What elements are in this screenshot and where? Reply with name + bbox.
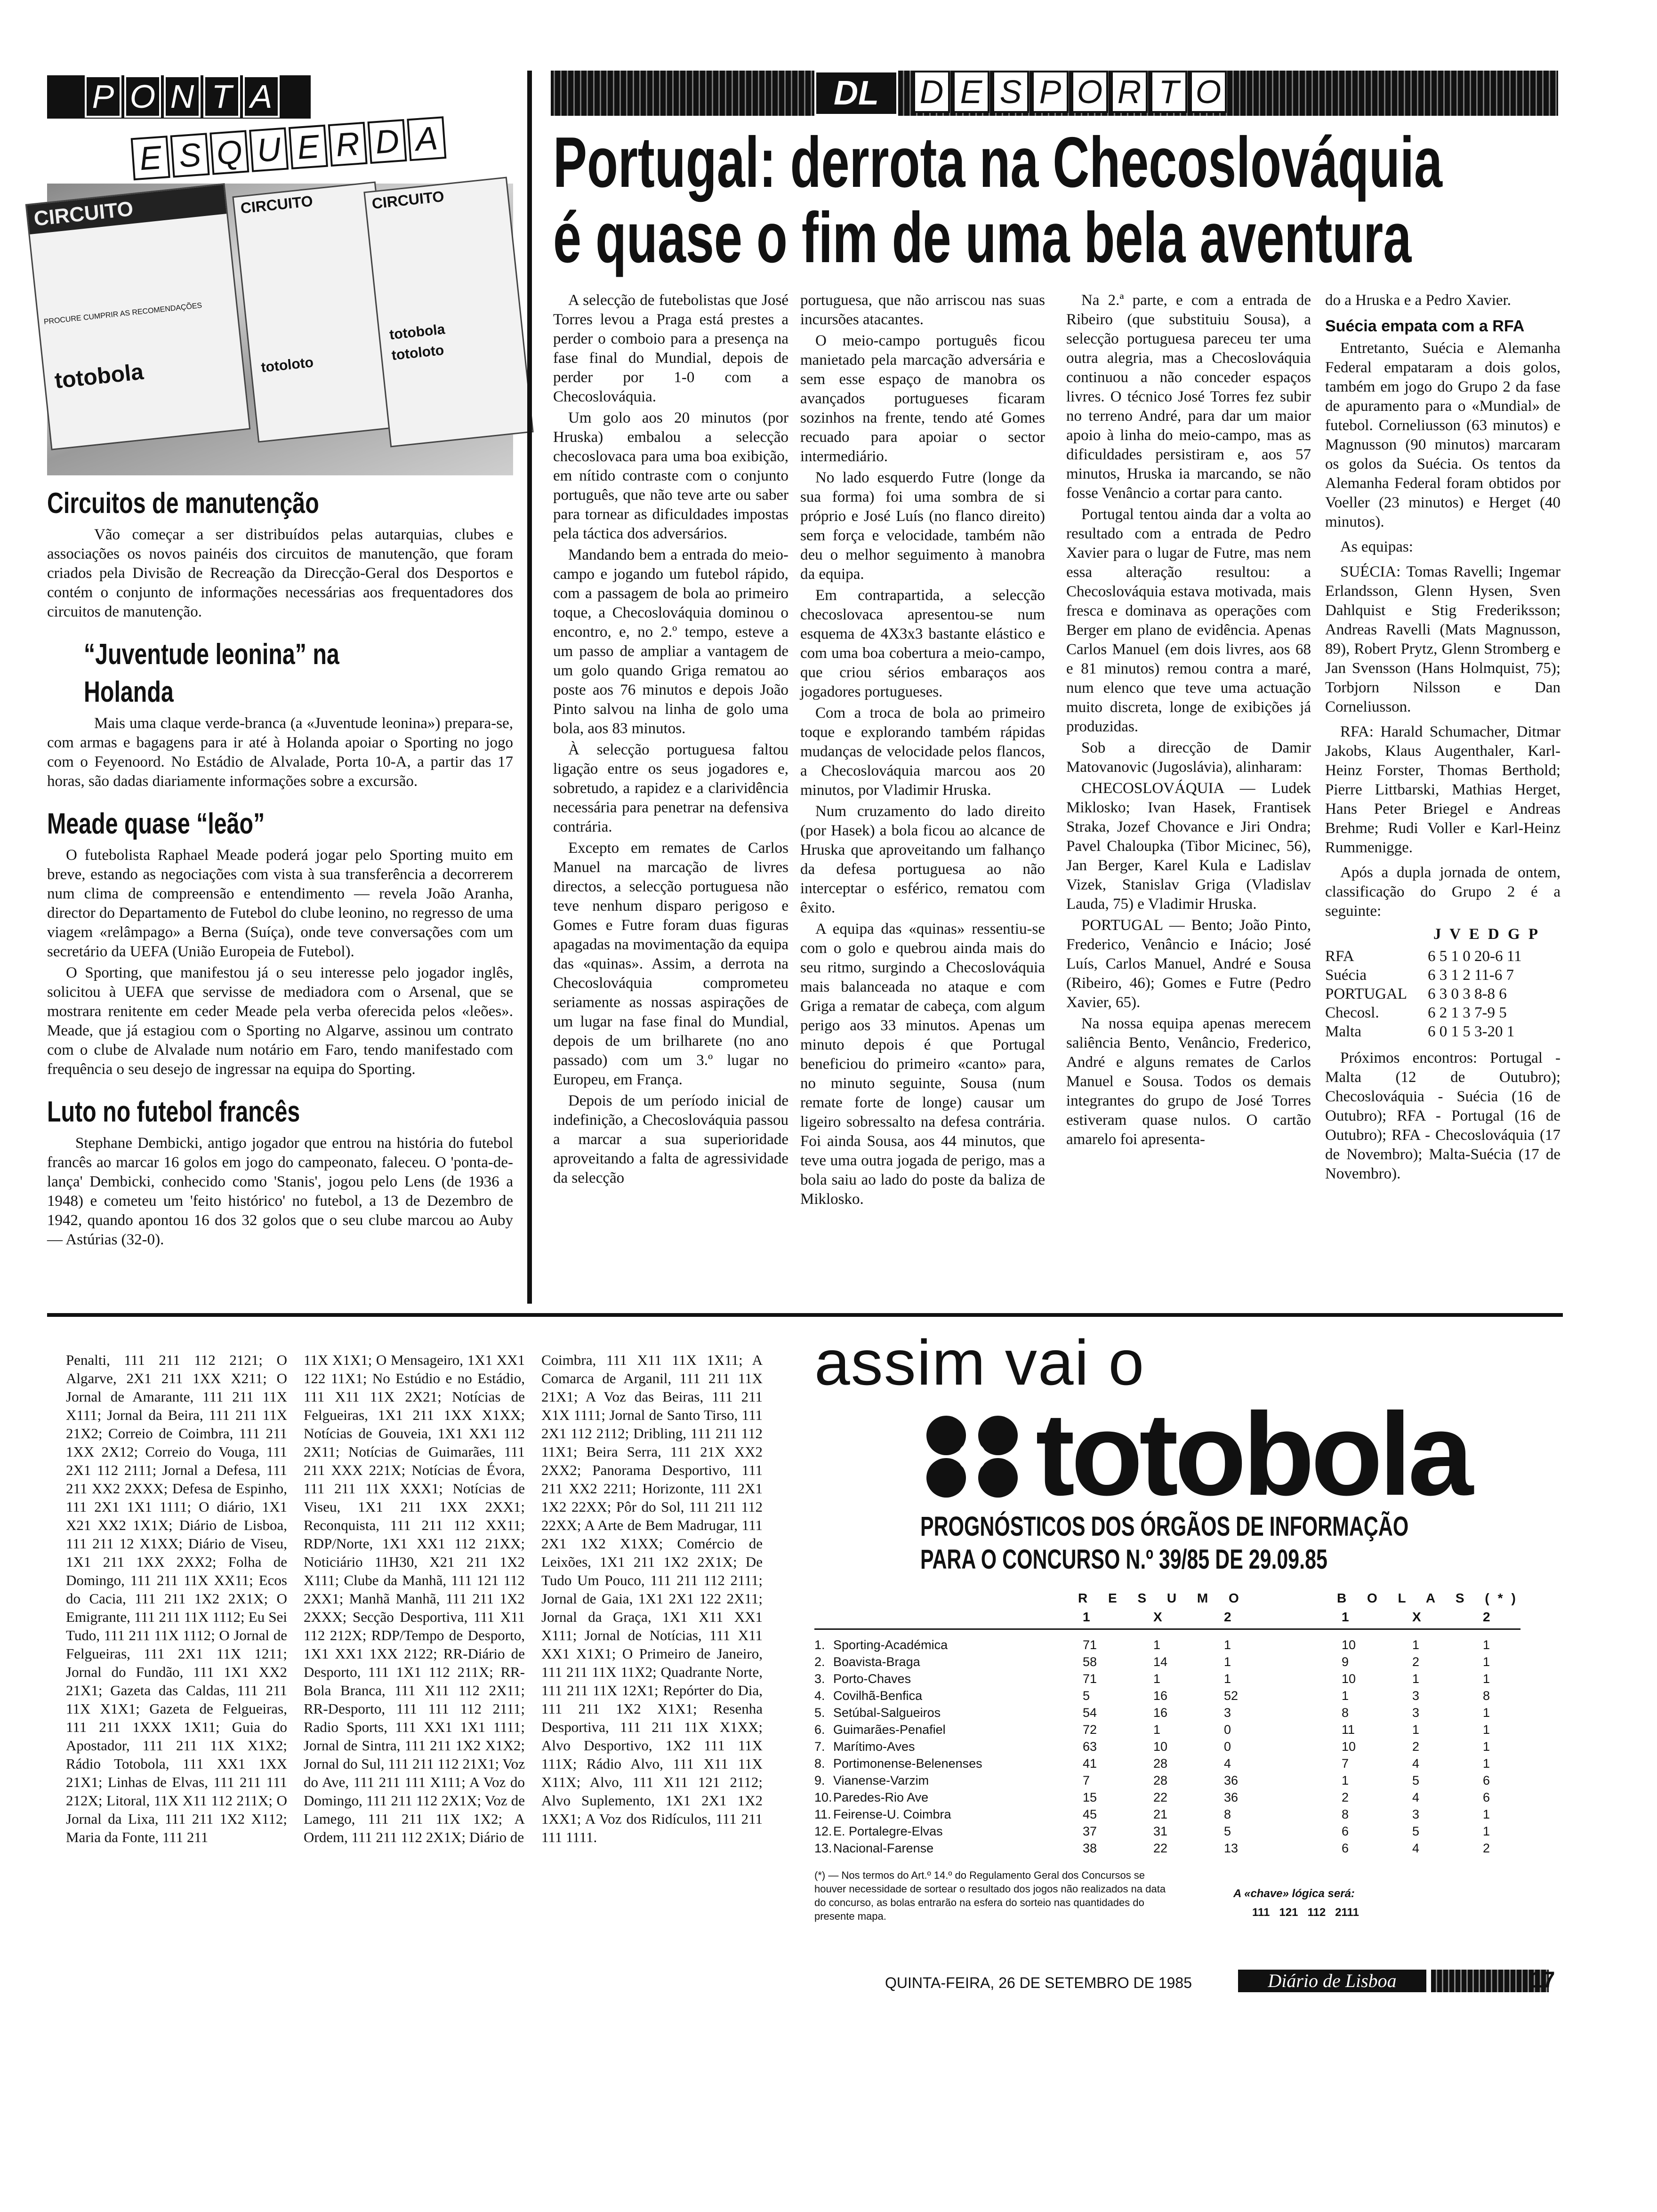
- totobola-logo-icon: [918, 1412, 1026, 1501]
- totobola-wordmark: totobola: [1036, 1388, 1470, 1520]
- value-cell: 6: [1483, 1790, 1490, 1804]
- table-row: [814, 1756, 1520, 1773]
- column-labels: [814, 1610, 1520, 1627]
- col-label: 2: [1224, 1610, 1231, 1624]
- photo-card-brand: totobola: [388, 321, 446, 343]
- value-cell: 8: [1342, 1807, 1349, 1821]
- row-number: 4.: [814, 1689, 825, 1703]
- team-name: PORTUGAL: [1325, 986, 1408, 1002]
- value-cell: 15: [1083, 1790, 1097, 1804]
- team-stats: 6 5 1 0 20-6 11: [1428, 948, 1522, 965]
- value-cell: 41: [1083, 1756, 1097, 1771]
- value-cell: 1: [1483, 1638, 1490, 1652]
- value-cell: 1: [1153, 1723, 1161, 1737]
- table-row: [814, 1790, 1520, 1807]
- desporto-letter: E: [953, 71, 989, 113]
- value-cell: 13: [1224, 1841, 1239, 1855]
- value-cell: 8: [1483, 1689, 1490, 1703]
- headline: é quase o fim de uma bela aventura: [553, 198, 1412, 278]
- standings-header: J V E D G P: [1433, 926, 1538, 943]
- row-number: 5.: [814, 1706, 825, 1720]
- value-cell: 1: [1153, 1638, 1161, 1652]
- article-column-4: [1325, 291, 1560, 1186]
- team-name: Checosl.: [1325, 1004, 1379, 1021]
- ponta-letter: O: [124, 75, 161, 118]
- row-number: 2.: [814, 1655, 825, 1669]
- prognosticos-column-3: [541, 1351, 763, 1848]
- article-title: Circuitos de manutenção: [47, 487, 319, 520]
- article-title: Luto no futebol francês: [47, 1096, 300, 1128]
- value-cell: 1: [1483, 1706, 1490, 1720]
- paragraph: No lado esquerdo Futre (longe da sua forma) foi uma sombra de si próprio e José Luís (no flanco direito) sem força e velocidade, também não deu o melhor seguimento à manobra da equipa.: [800, 469, 1045, 583]
- chave-values: 111 121 112 2111: [1252, 1906, 1359, 1919]
- article-title: “Juventude leonina” na Holanda: [84, 638, 339, 708]
- value-cell: 2: [1412, 1739, 1420, 1754]
- esquerda-letter: D: [367, 119, 407, 164]
- value-cell: 1: [1342, 1689, 1349, 1703]
- value-cell: 6: [1342, 1824, 1349, 1838]
- value-cell: 72: [1083, 1723, 1097, 1737]
- value-cell: 1: [1483, 1672, 1490, 1686]
- paragraph: Após a dupla jornada de ontem, classificação do Grupo 2 é a seguinte:: [1325, 864, 1560, 920]
- paragraph: A selecção de futebolistas que José Torres levou a Praga está prestes a perder o comboio para a presença na fase final do Mundial, depois de perder por 1-0 com a Checoslováquia.: [553, 292, 788, 405]
- value-cell: 2: [1412, 1655, 1420, 1669]
- value-cell: 5: [1412, 1824, 1420, 1838]
- table-row: [814, 1655, 1520, 1672]
- match-name: Paredes-Rio Ave: [833, 1790, 929, 1804]
- row-number: 8.: [814, 1756, 825, 1771]
- prognosticos-text: Penalti, 111 211 112 2121; O Algarve, 2X1 211 1XX X211; O Jornal de Amarante, 111 211 11X X111; Jornal da Beira, 111 211 11X 21X2; Correio de Coimbra, 111 211 1XX 2X12; Correio do Vouga, 111 2X1 112 2111; Jornal a Defesa, 111 211 XX2 2XXX; Defesa de Espinho, 111 2X1 1X1 1111; O diário, 1X1 X21 XX2 1X1X; Diário de Lisboa, 111 211 12 X1XX; Diário de Viseu, 1X1 211 1XX 2XX2; Folha de Domingo, 111 211 11X XX11; Ecos do Cacia, 111 211 1X2 2X1X; O Emigrante, 111 211 11X 1112; Eu Sei Tudo, 111 211 11X 1112; O Jornal de Felgueiras, 111 2X1 11X 1211; Jornal do Fundão, 111 1X1 XX2 21X1; Gazeta das Caldas, 111 211 11X X1X1; Gazeta de Felgueiras, 111 211 1XXX 1X11; Guia do Apostador, 111 211 11X X1X2; Rádio Totobola, 111 XX1 1XX 21X1; Linhas de Elvas, 111 211 111 212X; Litoral, 11X X11 112 211X; O Jornal da Lixa, 111 211 1X2 X112; Maria da Fonte, 111 211: [66, 1352, 287, 1845]
- desporto-letter: D: [913, 71, 950, 113]
- desporto-letter: S: [992, 71, 1029, 113]
- photo-card-brand: totobola: [53, 359, 145, 394]
- photo-card: [25, 183, 251, 450]
- table-rule: [814, 1628, 1520, 1630]
- match-name: Boavista-Braga: [833, 1655, 920, 1669]
- value-cell: 1: [1153, 1672, 1161, 1686]
- paragraph: PORTUGAL — Bento; João Pinto, Frederico, Venâncio e Inácio; José Luís, Carlos Manuel, André e Sousa (Ribeiro, 46); Gomes e Futre (Pedro Xavier, 65).: [1066, 917, 1311, 1011]
- bolas-header: B O L A S (*): [1337, 1591, 1524, 1605]
- table-row: [814, 1706, 1520, 1723]
- value-cell: 4: [1224, 1756, 1231, 1771]
- col-label: 1: [1342, 1610, 1349, 1624]
- row-number: 1.: [814, 1638, 825, 1652]
- value-cell: 1: [1224, 1672, 1231, 1686]
- value-cell: 2: [1342, 1790, 1349, 1804]
- photo-card-title: CIRCUITO: [240, 192, 314, 217]
- col-label: 1: [1083, 1610, 1090, 1624]
- row-number: 12.: [814, 1824, 832, 1838]
- value-cell: 3: [1412, 1706, 1420, 1720]
- photo-card: [363, 177, 533, 448]
- paragraph: Entretanto, Suécia e Alemanha Federal empataram a dois golos, também em jogo do Grupo 2 da fase de apuramento para o «Mundial» de futebol. Corneliusson (63 minutos) e Magnusson (90 minutos) marcaram os golos da Suécia. Os tentos da Alemanha Federal foram obtidos por Voeller (23 minutos) e Herget (40 minutos).: [1325, 340, 1560, 530]
- value-cell: 11: [1342, 1723, 1355, 1737]
- match-name: Marítimo-Aves: [833, 1739, 915, 1754]
- match-name: E. Portalegre-Elvas: [833, 1824, 943, 1838]
- standings-table: [1325, 947, 1526, 1041]
- paragraph: Mandando bem a entrada do meio-campo e jogando um futebol rápido, com a passagem de bola ao primeiro toque, a Checoslováquia dominou o encontro, e, no 2.º tempo, esteve a um passo de ampliar a vantagem de um golo quando Griga rematou ao poste aos 76 minutos e depois João Pinto salvou na linha de golo uma bola, aos 83 minutos.: [553, 546, 788, 737]
- paragraph: CHECOSLOVÁQUIA — Ludek Miklosko; Ivan Hasek, Frantisek Straka, Jozef Chovance e Jiri Ondra; Pavel Chaloupka (Tibor Micinec, 56), Jan Berger, Karel Kula e Ladislav Vizek, Stanislav Griga (Vladislav Lauda, 75) e Vladimir Hruska.: [1066, 780, 1311, 913]
- table-row: [814, 1689, 1520, 1706]
- value-cell: 36: [1224, 1790, 1239, 1804]
- photo-card-title: CIRCUITO: [371, 187, 445, 212]
- footnote: (*) — Nos termos do Art.º 14.º do Regulamento Geral dos Concursos se houver necessidade de sortear o resultado dos jogos não realizados na data do concurso, as bolas entrarão na esfera do sorteio nas quantidades do presente mapa.: [814, 1869, 1166, 1922]
- value-cell: 0: [1224, 1723, 1231, 1737]
- col-label: X: [1412, 1610, 1421, 1624]
- ponta-letter: T: [203, 75, 240, 118]
- table-row: [814, 1841, 1520, 1858]
- match-name: Portimonense-Belenenses: [833, 1756, 982, 1771]
- value-cell: 36: [1224, 1773, 1239, 1787]
- value-cell: 1: [1342, 1773, 1349, 1787]
- value-cell: 2: [1483, 1841, 1490, 1855]
- ponta-letter: N: [164, 75, 201, 118]
- row-number: 9.: [814, 1773, 825, 1787]
- value-cell: 63: [1083, 1739, 1097, 1754]
- section-divider: [47, 1313, 1563, 1317]
- article-title: Meade quase “leão”: [47, 808, 265, 840]
- value-cell: 3: [1224, 1706, 1231, 1720]
- standings-row: [1325, 1022, 1526, 1041]
- article-text: Mais uma claque verde-branca (a «Juventude leonina») prepara-se, com armas e bagagens para ir até à Holanda apoiar o Sporting no jogo com o Feyenoord. No Estádio de Alvalade, Porta 10-A, a partir das 17 horas, são dadas diariamente informações sobre a excursão.: [47, 715, 513, 790]
- ponta-letters: [85, 75, 282, 118]
- desporto-letter: R: [1111, 71, 1148, 113]
- paragraph: As equipas:: [1340, 538, 1413, 555]
- article-column-2: [800, 291, 1045, 1211]
- value-cell: 1: [1483, 1807, 1490, 1821]
- article-column-1: [553, 291, 788, 1190]
- paragraph: Num cruzamento do lado direito (por Hasek) a bola ficou ao alcance de Hruska que aproveitando um falhanço da defesa portuguesa ao não interceptar o esférico, rematou com êxito.: [800, 803, 1045, 916]
- value-cell: 1: [1483, 1723, 1490, 1737]
- esquerda-letter: A: [407, 116, 446, 161]
- row-number: 6.: [814, 1723, 825, 1737]
- standings-row: [1325, 947, 1526, 966]
- value-cell: 8: [1224, 1807, 1231, 1821]
- row-number: 3.: [814, 1672, 825, 1686]
- value-cell: 6: [1342, 1841, 1349, 1855]
- totobola-cards-photo: [32, 184, 513, 475]
- row-number: 10.: [814, 1790, 832, 1804]
- paragraph: Na nossa equipa apenas merecem saliência Bento, Venâncio, Frederico, André e alguns remates de Carlos Manuel e Sousa. Todos os demais integrantes do grupo de José Torres estiveram quase nulos. O cartão amarelo foi apresenta-: [1066, 1015, 1311, 1148]
- article-column-3: [1066, 291, 1311, 1151]
- value-cell: 21: [1153, 1807, 1168, 1821]
- value-cell: 1: [1224, 1638, 1231, 1652]
- row-number: 7.: [814, 1739, 825, 1754]
- team-stats: 6 0 1 5 3-20 1: [1428, 1023, 1515, 1040]
- paragraph: Sob a direcção de Damir Matovanovic (Jugoslávia), alinharam:: [1066, 739, 1311, 776]
- value-cell: 1: [1483, 1655, 1490, 1669]
- value-cell: 58: [1083, 1655, 1097, 1669]
- esquerda-letter: Q: [209, 130, 249, 175]
- value-cell: 71: [1083, 1672, 1097, 1686]
- ponta-letter: P: [85, 75, 121, 118]
- match-name: Vianense-Varzim: [833, 1773, 929, 1787]
- prognosticos-column-2: [304, 1351, 525, 1848]
- article-text: O Sporting, que manifestou já o seu interesse pelo jogador inglês, solicitou à UEFA que servisse de mediadora com o Arsenal, que se mostrara renitente em ceder Meade pela verba oferecida pelos «leões». Meade, que já estagiou com o Sporting no Algarve, assinou um contrato com o clube de Alvalade num notário em Faro, tendo manifestado com frequência o seu desejo de ingressar na equipa do Sporting.: [47, 964, 513, 1078]
- table-row: [814, 1807, 1520, 1824]
- value-cell: 5: [1412, 1773, 1420, 1787]
- match-name: Covilhã-Benfica: [833, 1689, 923, 1703]
- team-name: RFA: [1325, 948, 1354, 965]
- value-cell: 10: [1342, 1739, 1356, 1754]
- paragraph: Um golo aos 20 minutos (por Hruska) embalou a selecção checoslovaca para uma boa exibição, em nítido contraste com o conjunto português, que não teve arte ou saber para tornear as dificuldades impostas pela táctica dos adversários.: [553, 409, 788, 542]
- value-cell: 1: [1224, 1655, 1231, 1669]
- paragraph: do a Hruska e a Pedro Xavier.: [1325, 292, 1511, 309]
- standings-row: [1325, 1003, 1526, 1022]
- subheading: Suécia empata com a RFA: [1325, 317, 1525, 335]
- esquerda-letter: R: [328, 122, 368, 167]
- ponta-esquerda-header: [47, 71, 471, 188]
- value-cell: 16: [1153, 1706, 1168, 1720]
- page-number: 17: [1530, 1968, 1555, 1993]
- esquerda-letter: E: [131, 136, 170, 180]
- article-text: O futebolista Raphael Meade poderá jogar pelo Sporting muito em breve, estando as negociações com vista à sua transferência a decorrerem num clima de compreensão e entendimento — revela João Aranha, director do Departamento de Futebol do clube leonino, no regresso de uma viagem «relâmpago» a Berna (Suíça), onde teve conversações com um secretário da UEFA (União Europeia de Futebol).: [47, 847, 513, 960]
- value-cell: 3: [1412, 1689, 1420, 1703]
- value-cell: 1: [1483, 1824, 1490, 1838]
- match-name: Guimarães-Penafiel: [833, 1723, 946, 1737]
- paragraph: Excepto em remates de Carlos Manuel na marcação de livres directos, a selecção portuguesa não teve nenhum disparo perigoso e Gomes e Futre foram duas figuras apagadas na movimentação da equipa das «quinas». Assim, a derrota na Checoslováquia comprometeu seriamente as nossas aspirações de um lugar na fase final do Mundial, depois de um brilharete (no ano passado) com um 3.º lugar no Europeu, em França.: [553, 840, 788, 1088]
- esquerda-letter: S: [170, 133, 209, 177]
- column-divider: [527, 71, 532, 1304]
- value-cell: 9: [1342, 1655, 1349, 1669]
- value-cell: 28: [1153, 1756, 1168, 1771]
- left-articles: [47, 485, 513, 1250]
- value-cell: 14: [1153, 1655, 1168, 1669]
- value-cell: 37: [1083, 1824, 1097, 1838]
- paragraph: SUÉCIA: Tomas Ravelli; Ingemar Erlandsson, Glenn Hysen, Sven Dahlquist e Stig Frederiksson; Andreas Ravelli (Mats Magnusson, 89), Robert Prytz, Glenn Stromberg e Jan Svensson (Hans Holmquist, 75); Torbjorn Nilsson e Dan Corneliusson.: [1325, 563, 1560, 715]
- esquerda-letter: U: [249, 128, 289, 172]
- value-cell: 1: [1483, 1756, 1490, 1771]
- prognosticos-column-1: [66, 1351, 287, 1848]
- prognosticos-text: Coimbra, 111 X11 11X 1X11; A Comarca de Arganil, 111 211 11X 21X1; A Voz das Beiras, 111 211 X1X 1111; Jornal de Santo Tirso, 111 2X1 112 2112; Dribling, 111 211 112 11X1; Beira Serra, 111 21X XX2 2XX2; Panorama Desportivo, 111 211 XX2 2211; Horizonte, 111 2X1 1X2 22XX; Pôr do Sol, 111 211 112 22XX; A Arte de Bem Madrugar, 111 2X1 1X2 X1XX; Comércio de Leixões, 1X1 211 1X2 2X1X; De Tudo Um Pouco, 111 211 112 2111; Jornal de Gaia, 1X1 2X1 122 2X11; Jornal da Graça, 1X1 X11 XX1 X111; Jornal de Notícias, 111 X11 XX1 X1X1; O Primeiro de Janeiro, 111 211 11X 11X2; Quadrante Norte, 111 211 11X 12X1; Repórter do Dia, 111 211 1X2 X1X1; Resenha Desportiva, 111 211 11X X1XX; Alvo Desportivo, 1X2 111 11X 111X; Rádio Alvo, 111 X11 11X X11X; Alvo, 111 X11 121 2112; Alvo Suplemento, 1X1 2X1 1X2 1XX1; A Voz dos Ridículos, 111 211 111 1111.: [541, 1352, 763, 1845]
- paragraph: Com a troca de bola ao primeiro toque e explorando também rápidas mudanças de velocidade pelos flancos, a Checoslováquia marcou aos 20 minutos, por Vladimir Hruska.: [800, 705, 1045, 799]
- dl-logo: DL: [814, 71, 898, 116]
- value-cell: 1: [1412, 1723, 1420, 1737]
- value-cell: 7: [1342, 1756, 1349, 1771]
- paragraph: Portugal tentou ainda dar a volta ao resultado com a entrada de Pedro Xavier para o lugar de Futre, mas nem essa alteração resultou: a Checoslováquia estava motivada, mais fresca e dominava as operações com Berger em plano de evidência. Apenas Carlos Manuel (em dois livres, aos 68 e 81 minutos) remou contra a maré, num elenco que teve uma actuação muito discreta, longe de exibições já produzidas.: [1066, 506, 1311, 735]
- team-stats: 6 3 1 2 11-6 7: [1428, 967, 1514, 984]
- paragraph: Na 2.ª parte, e com a entrada de Ribeiro (que substituiu Sousa), a selecção portuguesa pareceu ter uma outra alegria, mas a Checoslováquia continuou a não conceder espaços livres. O técnico José Torres fez subir no terreno André, para dar um maior apoio à linha do meio-campo, mas as dificuldades persistiram e, aos 57 minutos, Hruska ia marcando, se não fosse Venâncio a cortar para canto.: [1066, 292, 1311, 502]
- photo-card-brand: totoloto: [391, 342, 445, 364]
- value-cell: 1: [1412, 1638, 1420, 1652]
- paragraph: A equipa das «quinas» ressentiu-se com o golo e quebrou ainda mais do seu ritmo, surgindo a Checoslováquia mais balanceada no ataque e com Griga a rematar de cabeça, com algum perigo aos 33 minutos. Apenas um minuto depois é que Portugal beneficiou do primeiro «canto» para, no minuto seguinte, Sousa (num remate forte de longe) causar um ligeiro sobressalto na defesa contrária. Foi ainda Sousa, aos 44 minutos, que teve uma outra jogada de perigo, mas a bola saiu ao lado do poste da baliza de Miklosko.: [800, 921, 1045, 1208]
- value-cell: 4: [1412, 1790, 1420, 1804]
- table-row: [814, 1638, 1520, 1655]
- match-name: Porto-Chaves: [833, 1672, 911, 1686]
- esquerda-letter: E: [289, 125, 328, 169]
- footer-date: QUINTA-FEIRA, 26 DE SETEMBRO DE 1985: [885, 1974, 1192, 1991]
- value-cell: 16: [1153, 1689, 1168, 1703]
- desporto-letter: O: [1071, 71, 1108, 113]
- assim-vai-o: assim vai o: [814, 1327, 1145, 1398]
- paragraph: Próximos encontros: Portugal - Malta (12 de Outubro); Checoslováquia - Suécia (16 de Outubro); RFA - Portugal (16 de Outubro); RFA - Checoslováquia (17 de Novembro); Malta-Suécia (17 de Novembro).: [1325, 1050, 1560, 1182]
- value-cell: 10: [1153, 1739, 1168, 1754]
- prognosticos-subtitle: PARA O CONCURSO N.º 39/85 DE 29.09.85: [920, 1544, 1327, 1575]
- table-row: [814, 1672, 1520, 1689]
- article-text: Vão começar a ser distribuídos pelas autarquias, clubes e associações os novos painéis dos circuitos de manutenção, que foram criados pela Divisão de Recreação da Direcção-Geral dos Desportos e contém o conjunto de informações necessárias aos frequentadores dos circuitos de manutenção.: [47, 526, 513, 620]
- totobola-rows: [814, 1638, 1520, 1873]
- resumo-header: R E S U M O: [1078, 1591, 1247, 1605]
- value-cell: 10: [1342, 1638, 1356, 1652]
- value-cell: 4: [1412, 1841, 1420, 1855]
- table-row: [814, 1739, 1520, 1756]
- ponta-letter: A: [243, 75, 280, 118]
- photo-card-title: CIRCUITO: [27, 184, 226, 234]
- value-cell: 6: [1483, 1773, 1490, 1787]
- standings-row: [1325, 985, 1526, 1003]
- value-cell: 28: [1153, 1773, 1168, 1787]
- value-cell: 8: [1342, 1706, 1349, 1720]
- table-row: [814, 1824, 1520, 1841]
- value-cell: 5: [1224, 1824, 1231, 1838]
- esquerda-letters: [131, 116, 450, 181]
- table-row: [814, 1773, 1520, 1790]
- team-stats: 6 3 0 3 8-8 6: [1428, 986, 1507, 1002]
- footer-paper: Diário de Lisboa: [1238, 1970, 1426, 1992]
- paragraph: O meio-campo português ficou manietado pela marcação adversária e sem esse espaço de manobra os avançados portugueses ficaram sozinhos na frente, tendo até Gomes recuado para apoiar o sector intermediário.: [800, 332, 1045, 465]
- value-cell: 22: [1153, 1790, 1168, 1804]
- table-row: [814, 1723, 1520, 1739]
- prognosticos-text: 11X X1X1; O Mensageiro, 1X1 XX1 122 11X1; No Estúdio e no Estádio, 111 X11 11X 2X21; Notícias de Felgueiras, 1X1 211 1XX X1XX; Notícias de Gouveia, 1X1 XX1 112 2X11; Notícias de Guimarães, 111 211 XXX 221X; Notícias de Évora, 111 211 11X XXX1; Notícias de Viseu, 1X1 211 1XX 2XX1; Reconquista, 111 211 112 XX11; RDP/Norte, 1X1 XX1 112 21XX; Noticiário 11H30, X21 211 1X2 X111; Clube da Manhã, 111 121 112 2XX1; Manhã Manhã, 111 211 1X2 2XXX; Secção Desportiva, 111 X11 112 212X; RDP/Tempo de Desporto, 1X1 XX1 1XX 2122; RR-Diário de Desporto, 111 1X1 112 211X; RR-Bola Branca, 111 X11 112 2X11; RR-Desporto, 111 111 112 2111; Radio Sports, 111 XX1 1X1 1111; Jornal de Sintra, 111 211 1X2 X1X2; Jornal do Sul, 111 211 112 21X1; Voz do Ave, 111 211 111 X111; A Voz do Domingo, 111 211 112 2X1X; Voz de Lamego, 111 211 11X 1X2; A Ordem, 111 211 112 2X1X; Diário de: [304, 1352, 525, 1845]
- col-label: X: [1153, 1610, 1162, 1624]
- value-cell: 3: [1412, 1807, 1420, 1821]
- team-stats: 6 2 1 3 7-9 5: [1428, 1004, 1507, 1021]
- match-name: Feirense-U. Coimbra: [833, 1807, 951, 1821]
- paragraph: Em contrapartida, a selecção checoslovaca apresentou-se num esquema de 4X3x3 bastante elástico e com uma boa cobertura a meio-campo, que criou sérios embaraços aos jogadores portugueses.: [800, 587, 1045, 700]
- team-name: Malta: [1325, 1023, 1361, 1040]
- article-text: Stephane Dembicki, antigo jogador que entrou na história do futebol francês ao marcar 16 golos em jogo do campeonato, faleceu. O 'ponta-de-lança' Dembicki, conhecido como 'Stanis', jogou pelo Lens (de 1936 a 1948) e cometeu um 'feito histórico' no futebol, a 13 de Dezembro de 1942, quando apontou 16 dos 32 golos que o seu clube marcou ao Auby — Astúrias (32-0).: [47, 1135, 513, 1248]
- value-cell: 1: [1412, 1672, 1420, 1686]
- photo-card-note: PROCURE CUMPRIR AS RECOMENDAÇÕES: [43, 301, 202, 326]
- team-name: Suécia: [1325, 967, 1367, 984]
- desporto-letter: T: [1150, 71, 1187, 113]
- match-name: Nacional-Farense: [833, 1841, 934, 1855]
- prognosticos-subtitle: PROGNÓSTICOS DOS ÓRGÃOS DE INFORMAÇÃO: [920, 1511, 1409, 1542]
- value-cell: 0: [1224, 1739, 1231, 1754]
- value-cell: 71: [1083, 1638, 1097, 1652]
- paragraph: À selecção portuguesa faltou ligação entre os seus jogadores e, sobretudo, a rapidez e a clarividência necessária para penetrar na defensiva contrária.: [553, 741, 788, 835]
- chave-label: A «chave» lógica será:: [1233, 1887, 1355, 1900]
- value-cell: 38: [1083, 1841, 1097, 1855]
- paragraph: RFA: Harald Schumacher, Ditmar Jakobs, Klaus Augenthaler, Karl-Heinz Forster, Thomas Berthold; Pierre Littbarski, Mathias Herget, Hans Peter Briegel e Andreas Brehme; Rudi Voller e Karl-Heinz Rummenigge.: [1325, 723, 1560, 856]
- value-cell: 10: [1342, 1672, 1356, 1686]
- value-cell: 7: [1083, 1773, 1090, 1787]
- value-cell: 4: [1412, 1756, 1420, 1771]
- desporto-letter: P: [1032, 71, 1069, 113]
- value-cell: 22: [1153, 1841, 1168, 1855]
- value-cell: 1: [1483, 1739, 1490, 1754]
- row-number: 11.: [814, 1807, 831, 1821]
- photo-card-brand: totoloto: [260, 354, 314, 376]
- headline: Portugal: derrota na Checoslováquia: [553, 122, 1442, 202]
- row-number: 13.: [814, 1841, 832, 1855]
- desporto-letters: [913, 71, 1230, 113]
- match-name: Sporting-Académica: [833, 1638, 948, 1652]
- value-cell: 45: [1083, 1807, 1097, 1821]
- value-cell: 31: [1153, 1824, 1168, 1838]
- value-cell: 52: [1224, 1689, 1239, 1703]
- paragraph: Depois de um período inicial de indefinição, a Checoslováquia passou a marcar a sua superioridade aproveitando a falta de agressividade da selecção: [553, 1092, 788, 1186]
- value-cell: 5: [1083, 1689, 1090, 1703]
- standings-row: [1325, 966, 1526, 985]
- col-label: 2: [1483, 1610, 1490, 1624]
- match-name: Setúbal-Salgueiros: [833, 1706, 941, 1720]
- paragraph: portuguesa, que não arriscou nas suas incursões atacantes.: [800, 292, 1045, 328]
- desporto-letter: O: [1190, 71, 1227, 113]
- value-cell: 54: [1083, 1706, 1097, 1720]
